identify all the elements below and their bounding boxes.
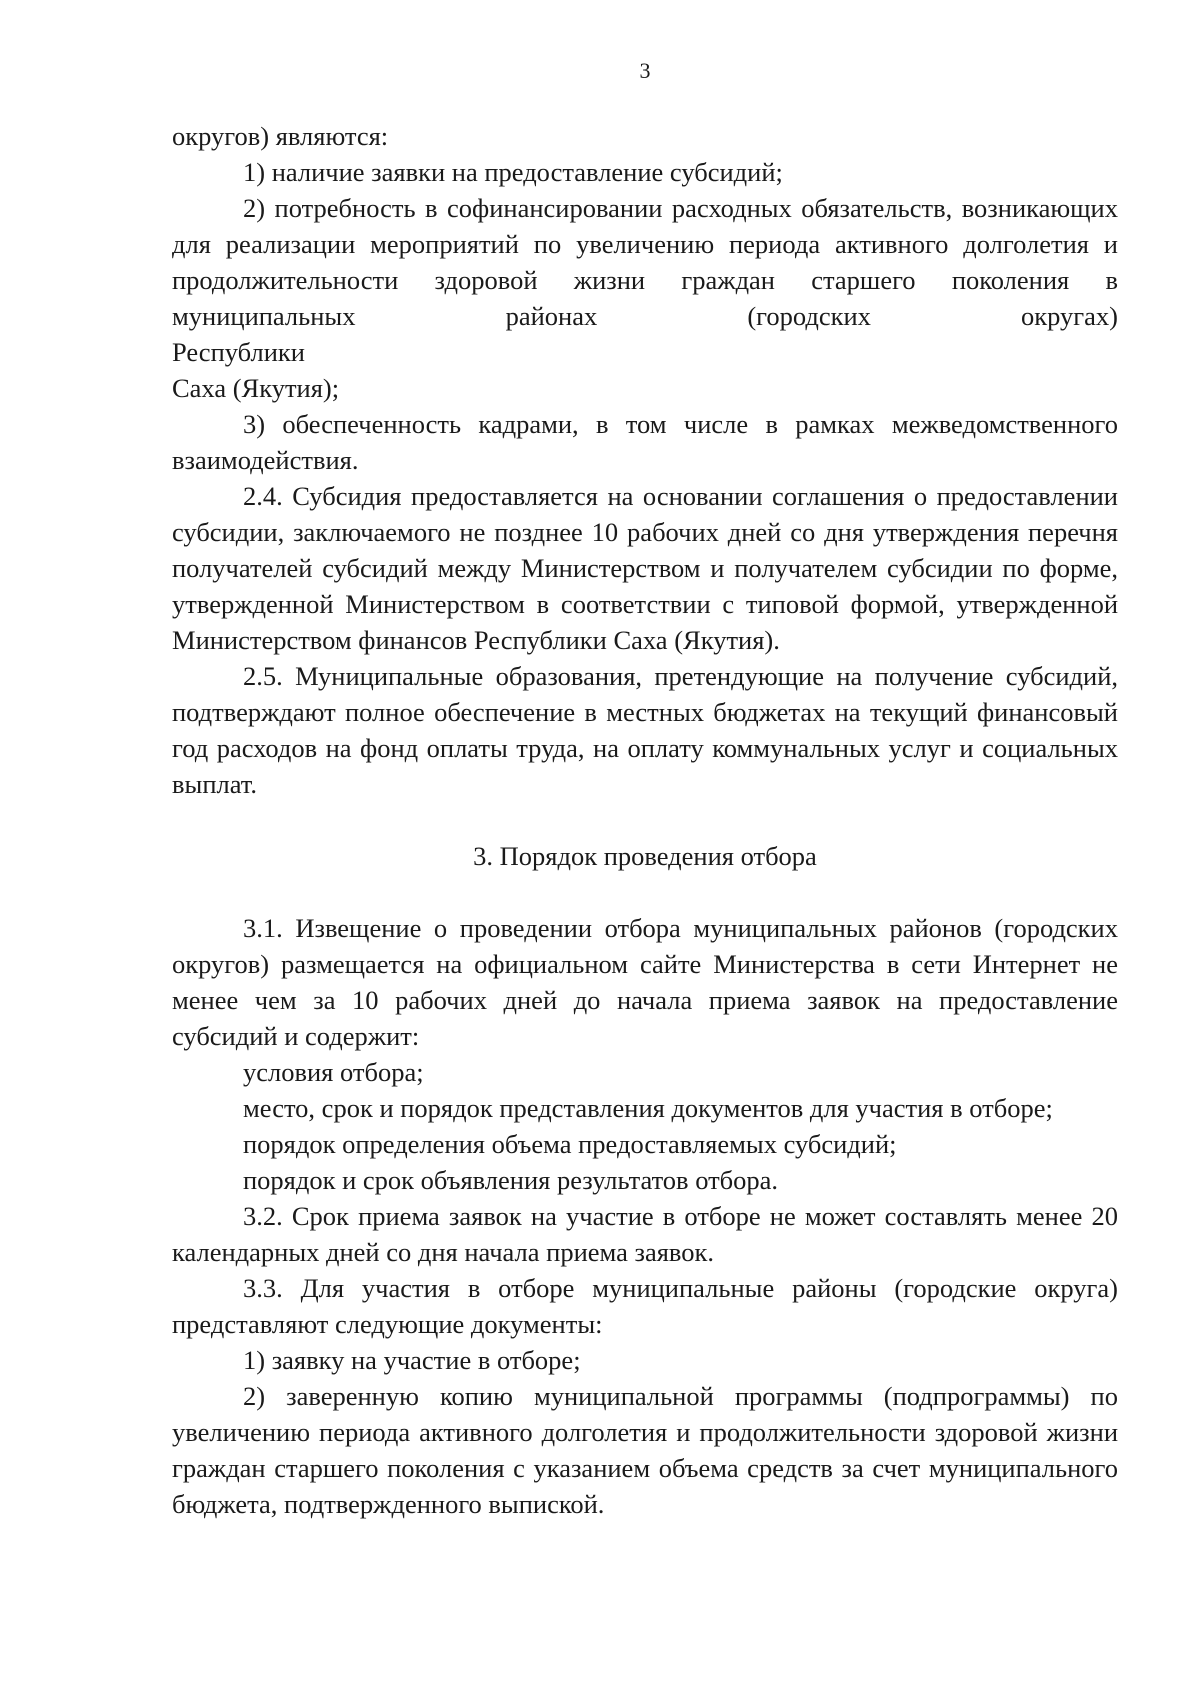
criterion-3: 3) обеспеченность кадрами, в том числе в рамках межведомственного взаимодействия. xyxy=(172,409,1118,475)
criterion-2-republic: Республики xyxy=(172,337,305,367)
page-number: 3 xyxy=(639,58,651,83)
criterion-1: 1) наличие заявки на предоставление субсидий; xyxy=(243,157,783,187)
paragraph-2-5: 2.5. Муниципальные образования, претендующие на получение субсидий, подтверждают полное обеспечение в местных бюджетах на текущий финансовый год расходов на фонд оплаты труда, на оплату коммунальных услуг и социальных выплат. xyxy=(172,661,1118,799)
criterion-2: 2) потребность в софинансировании расходных обязательств, возникающих для реализации мероприятий по увеличению периода активного долголетия и продолжительности здоровой жизни граждан старшего поколения в муниципальных районах (городских округах) xyxy=(172,193,1118,331)
paragraph-3-2: 3.2. Срок приема заявок на участие в отборе не может составлять менее 20 календарных дней со дня начала приема заявок. xyxy=(172,1201,1118,1267)
notice-item-3: порядок определения объема предоставляемых субсидий; xyxy=(243,1129,897,1159)
criterion-2-sakha: Саха (Якутия); xyxy=(172,373,340,403)
document-item-2: 2) заверенную копию муниципальной программы (подпрограммы) по увеличению периода активного долголетия и продолжительности здоровой жизни граждан старшего поколения с указанием объема средств за счет муниципального бюджета, подтвержденного выпиской. xyxy=(172,1381,1118,1519)
notice-item-1: условия отбора; xyxy=(243,1057,424,1087)
document-body xyxy=(172,118,1118,1522)
notice-item-4: порядок и срок объявления результатов отбора. xyxy=(243,1165,779,1195)
intro-line: округов) являются: xyxy=(172,121,389,151)
notice-item-2: место, срок и порядок представления документов для участия в отборе; xyxy=(243,1093,1053,1123)
paragraph-3-3: 3.3. Для участия в отборе муниципальные районы (городские округа) представляют следующие документы: xyxy=(172,1273,1118,1339)
section-3-heading: 3. Порядок проведения отбора xyxy=(473,841,817,871)
paragraph-2-4: 2.4. Субсидия предоставляется на основании соглашения о предоставлении субсидии, заключаемого не позднее 10 рабочих дней со дня утверждения перечня получателей субсидий между Министерством и получателем субсидии по форме, утвержденной Министерством в соответствии с типовой формой, утвержденной Министерством финансов Республики Саха (Якутия). xyxy=(172,481,1118,655)
document-item-1: 1) заявку на участие в отборе; xyxy=(243,1345,581,1375)
paragraph-3-1: 3.1. Извещение о проведении отбора муниципальных районов (городских округов) размещается на официальном сайте Министерства в сети Интернет не менее чем за 10 рабочих дней до начала приема заявок на предоставление субсидий и содержит: xyxy=(172,913,1118,1051)
